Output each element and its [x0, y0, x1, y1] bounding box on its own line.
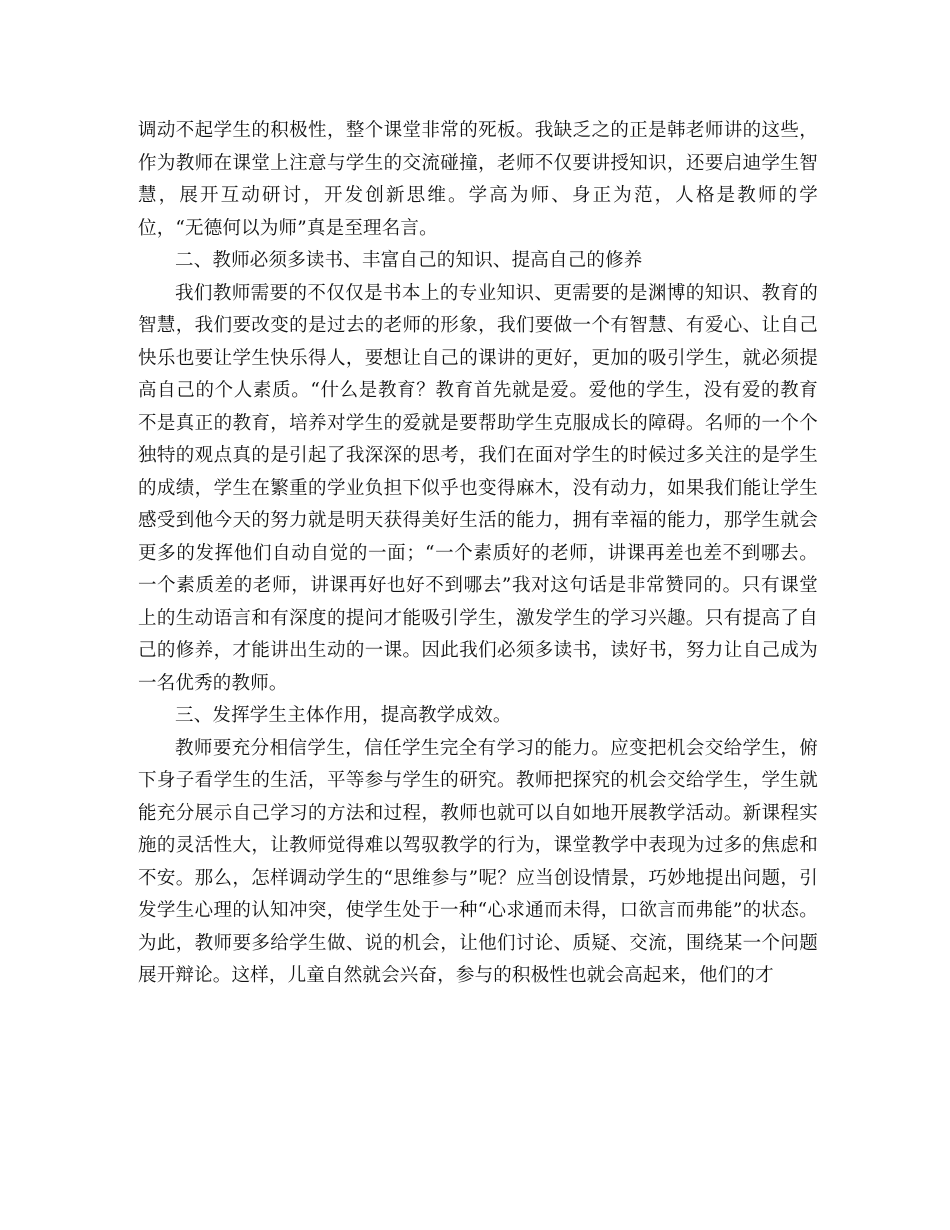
- document-page: [138, 115, 818, 993]
- section-heading-3: 三、发挥学生主体作用，提高教学成效。: [175, 705, 512, 726]
- paragraph-continuation: 调动不起学生的积极性，整个课堂非常的死板。我缺乏之的正是韩老师讲的这些，作为教师在课堂上注意与学生的交流碰撞，老师不仅要讲授知识，还要启迪学生智慧，展开互动研讨，开发创新思维。学高为师、身正为范，人格是教师的学位，“无德何以为师”真是至理名言。: [138, 120, 818, 239]
- paragraph-body-3: 教师要充分相信学生，信任学生完全有学习的能力。应变把机会交给学生，俯下身子看学生的生活，平等参与学生的研究。教师把探究的机会交给学生，学生就能充分展示自己学习的方法和过程，教师也就可以自如地开展教学活动。新课程实施的灵活性大，让教师觉得难以驾驭教学的行为，课堂教学中表现为过多的焦虑和不安。那么，怎样调动学生的“思维参与”呢？应当创设情景，巧妙地提出问题，引发学生心理的认知冲突，使学生处于一种“心求通而未得，口欲言而弗能”的状态。为此，教师要多给学生做、说的机会，让他们讨论、质疑、交流，围绕某一个问题展开辩论。这样，儿童自然就会兴奋，参与的积极性也就会高起来，他们的才: [138, 737, 818, 986]
- paragraph-body-2: 我们教师需要的不仅仅是书本上的专业知识、更需要的是渊博的知识、教育的智慧，我们要改变的是过去的老师的形象，我们要做一个有智慧、有爱心、让自己快乐也要让学生快乐得人，要想让自己的课讲的更好，更加的吸引学生，就必须提高自己的个人素质。“什么是教育？教育首先就是爱。爱他的学生，没有爱的教育不是真正的教育，培养对学生的爱就是要帮助学生克服成长的障碍。名师的一个个独特的观点真的是引起了我深深的思考，我们在面对学生的时候过多关注的是学生的成绩，学生在繁重的学业负担下似乎也变得麻木，没有动力，如果我们能让学生感受到他今天的努力就是明天获得美好生活的能力，拥有幸福的能力，那学生就会更多的发挥他们自动自觉的一面；“一个素质好的老师，讲课再差也差不到哪去。一个素质差的老师，讲课再好也好不到哪去”我对这句话是非常赞同的。只有课堂上的生动语言和有深度的提问才能吸引学生，激发学生的学习兴趣。只有提高了自己的修养，才能讲出生动的一课。因此我们必须多读书，读好书，努力让自己成为一名优秀的教师。: [138, 282, 818, 694]
- section-heading-2: 二、教师必须多读书、丰富自己的知识、提高自己的修养: [175, 250, 643, 271]
